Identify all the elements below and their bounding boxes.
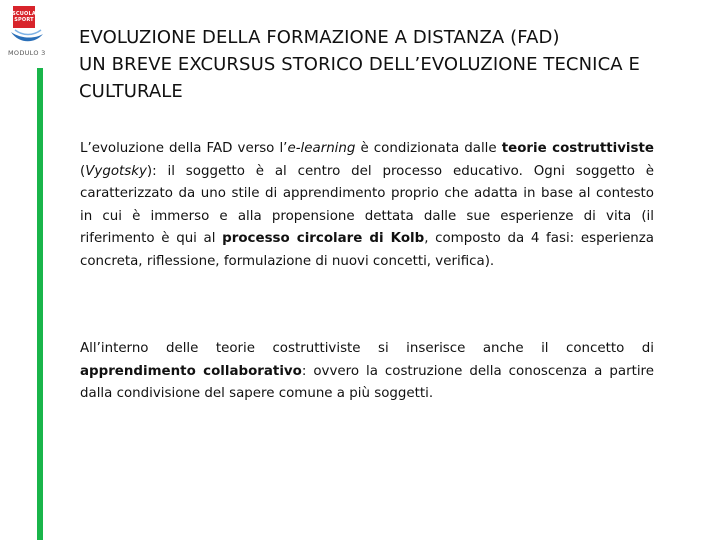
accent-bar xyxy=(37,68,43,540)
p2-text-1: All’interno delle teorie costruttiviste si inserisce anche il concetto di xyxy=(80,341,654,356)
p1-text-5: , composto da 4 fasi: esperienza concreta, riflessione, formulazione di nuovi concetti, verifica). xyxy=(80,231,654,269)
logo-text-line1: SCUOLA xyxy=(12,11,36,17)
term-e-learning: e-learning xyxy=(287,141,356,156)
paragraph-elearning-evolution xyxy=(80,138,654,274)
p1-text-1: L’evoluzione della FAD verso l’ xyxy=(80,141,288,156)
title-line1: EVOLUZIONE DELLA FORMAZIONE A DISTANZA (FAD) xyxy=(79,27,560,48)
page-title xyxy=(79,24,709,105)
title-line3: CULTURALE xyxy=(79,81,183,102)
p1-text-2: è condizionata dalle xyxy=(355,141,502,156)
term-processo-kolb: processo circolare di Kolb xyxy=(222,231,425,247)
title-line2: UN BREVE EXCURSUS STORICO DELL’EVOLUZIONE TECNICA E xyxy=(79,54,640,75)
logo-badge xyxy=(13,6,35,28)
logo-swoosh-icon xyxy=(9,26,45,46)
logo-text-line2: SPORT xyxy=(14,17,34,23)
p1-text-3: ( xyxy=(80,163,86,179)
school-logo xyxy=(9,6,45,46)
module-label: MODULO 3 xyxy=(8,49,46,57)
p1-text-4: ): il soggetto è al centro del processo educativo. Ogni soggetto è caratterizzato da uno stile di apprendimento proprio che adatta in base al contesto in cui è immerso e alla propensione dettata dalle sue esperienze di vita (il riferimento è qui al xyxy=(80,163,654,247)
term-apprendimento-collaborativo: apprendimento collaborativo xyxy=(80,363,302,379)
term-vygotsky: Vygotsky xyxy=(85,163,147,179)
p2-text-2: : ovvero la costruzione della conoscenza a partire dalla condivisione del sapere comune a più soggetti. xyxy=(80,363,654,402)
paragraph-collaborative-learning xyxy=(80,338,654,406)
term-teorie-costruttiviste: teorie costruttiviste xyxy=(501,141,654,156)
